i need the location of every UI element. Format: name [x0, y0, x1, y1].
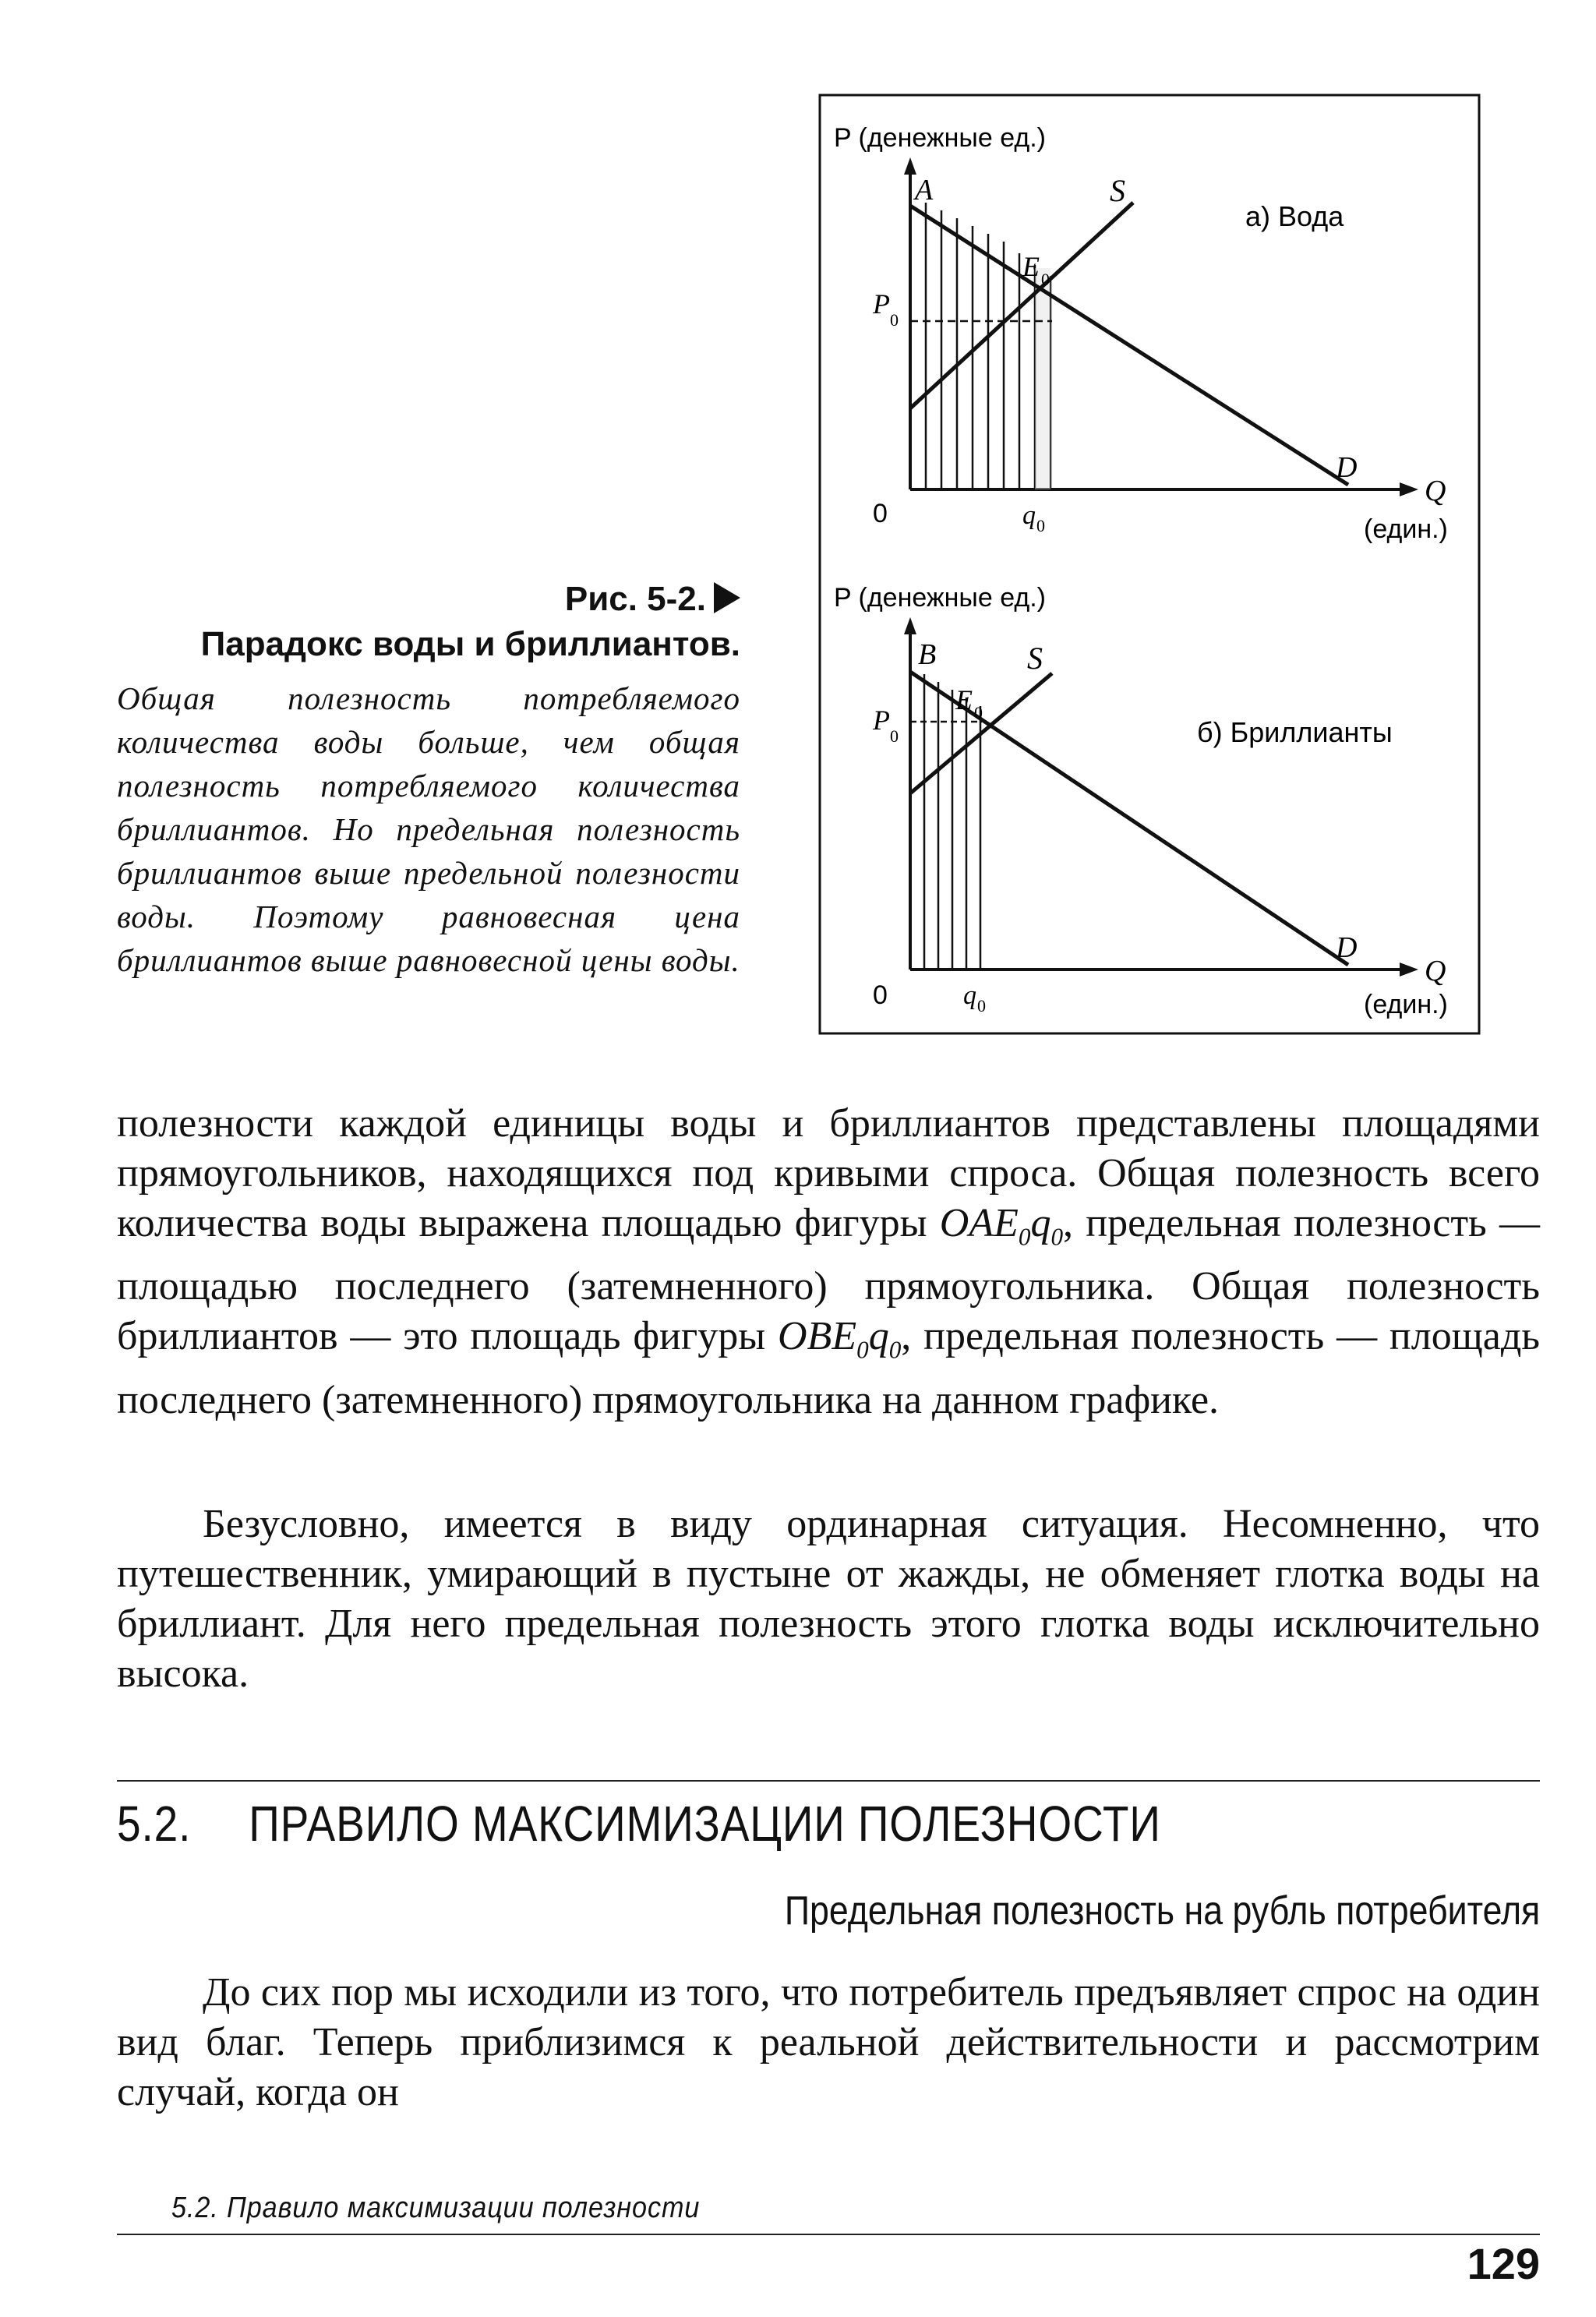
panel-b-p0-label: P [873, 705, 890, 736]
figure-title: Парадокс воды и бриллиантов. [200, 625, 740, 663]
figure-obe-q: q [868, 1314, 889, 1359]
pointer-triangle-icon [714, 582, 740, 613]
figure-oae-label: OAE [939, 1201, 1019, 1245]
panel-a-demand-label: D [1336, 451, 1358, 484]
panel-b-p0-sub: 0 [890, 726, 899, 746]
figure-oae-q-sub: 0 [1050, 1223, 1064, 1251]
panel-a-water [834, 123, 1448, 544]
panel-a-x-axis-unit: (един.) [1364, 514, 1448, 544]
panel-b-equilibrium-sub: 0 [974, 703, 983, 722]
panel-a-supply-curve [910, 203, 1133, 408]
panel-b-q0-sub: 0 [977, 996, 986, 1015]
panel-b-title: б) Бриллианты [1197, 716, 1393, 748]
panel-b-point-b: B [918, 638, 937, 671]
panel-b-x-arrow-icon [1400, 962, 1418, 977]
figure-obe-label: OBE [778, 1314, 857, 1359]
panel-a-origin: 0 [873, 499, 888, 528]
panel-a-q0-sub: 0 [1036, 516, 1045, 535]
panel-a-equilibrium-label: E [1022, 251, 1040, 282]
panel-b-y-axis-label: P (денежные ед.) [834, 583, 1046, 613]
section-title: ПРАВИЛО МАКСИМИЗАЦИИ ПОЛЕЗНОСТИ [249, 1796, 1161, 1852]
section-divider [117, 1780, 1540, 1782]
figure-caption-block [117, 577, 740, 982]
body-paragraph-2: Безусловно, имеется в виду ординарная ситуация. Несомненно, что путешественник, умирающий в пустыне от жажды, не обменяет глотка воды на бриллиант. Для него предельная полезность этого глотка воды исключительно высока. [117, 1502, 1540, 1696]
panel-b-equilibrium-label: E [955, 684, 973, 715]
panel-a-x-arrow-icon [1400, 482, 1418, 496]
panel-a-marginal-rect [1035, 268, 1050, 489]
panel-b-diamonds [834, 583, 1448, 1019]
panel-b-supply-label: S [1027, 641, 1043, 676]
running-footer: 5.2. Правило максимизации полезности [171, 2192, 701, 2224]
figure-label [117, 577, 740, 622]
section-number: 5.2. [117, 1796, 192, 1852]
panel-a-y-axis-label: P (денежные ед.) [834, 123, 1046, 153]
panel-b-x-axis-unit: (един.) [1364, 990, 1448, 1019]
panel-b-demand-label: D [1336, 931, 1358, 964]
body-paragraph-1 [117, 1099, 1540, 1425]
panel-b-q0-label: q [963, 981, 976, 1010]
body-paragraph-3: До сих пор мы исходили из того, что потребитель предъявляет спрос на один вид благ. Теперь приблизимся к реальной действительности и рассмотрим случай, когда он [117, 1970, 1540, 2114]
panel-a-supply-label: S [1110, 173, 1125, 208]
panel-a-q0-label: q [1022, 501, 1036, 530]
para1-text-b: , предельная полезность — площадью последнего (затемненного) прямоугольника. Общая полезность бриллиантов — это площадь фигуры [117, 1201, 1540, 1359]
figure-oae-q: q [1030, 1201, 1051, 1245]
panel-a-x-axis-label: Q [1425, 475, 1446, 507]
section-heading [117, 1792, 1161, 1855]
panel-a-point-a: A [915, 174, 934, 207]
panel-a-equilibrium-sub: 0 [1041, 270, 1050, 289]
panel-a-y-arrow-icon [904, 157, 916, 175]
figure-obe-q-sub: 0 [888, 1336, 902, 1364]
supply-demand-figure [818, 94, 1481, 1035]
subheading: Предельная полезность на рубль потребителя [784, 1888, 1540, 1934]
figure-caption: Общая полезность потребляемого количества воды больше, чем общая полезность потребляемого количества бриллиантов. Но предельная полезность бриллиантов выше предельной полезности воды. Поэтому равновесная цена бриллиантов выше равновесной цены воды. [117, 680, 740, 978]
figure-number: Рис. 5-2. [564, 580, 706, 618]
page-number: 129 [1467, 2239, 1540, 2288]
panel-a-title: а) Вода [1245, 200, 1344, 232]
panel-a-p0-sub: 0 [890, 310, 899, 330]
figure-oae-sub: 0 [1018, 1223, 1031, 1251]
panel-b-x-axis-label: Q [1425, 955, 1446, 987]
figure-obe-sub: 0 [856, 1336, 869, 1364]
footer-divider [117, 2234, 1540, 2235]
panel-a-p0-label: P [873, 288, 890, 320]
panel-b-origin: 0 [873, 980, 888, 1010]
para1-text-c: , предельная полезность — площадь последнего (затемненного) прямоугольника на данном графике. [117, 1314, 1541, 1422]
para1-text-a: полезности каждой единицы воды и бриллиантов представлены площадями прямоугольников, находящихся под кривыми спроса. Общая полезность всего количества воды выражена площадью фигуры [117, 1101, 1540, 1245]
figure-frame [820, 95, 1479, 1033]
panel-b-y-arrow-icon [904, 617, 916, 634]
